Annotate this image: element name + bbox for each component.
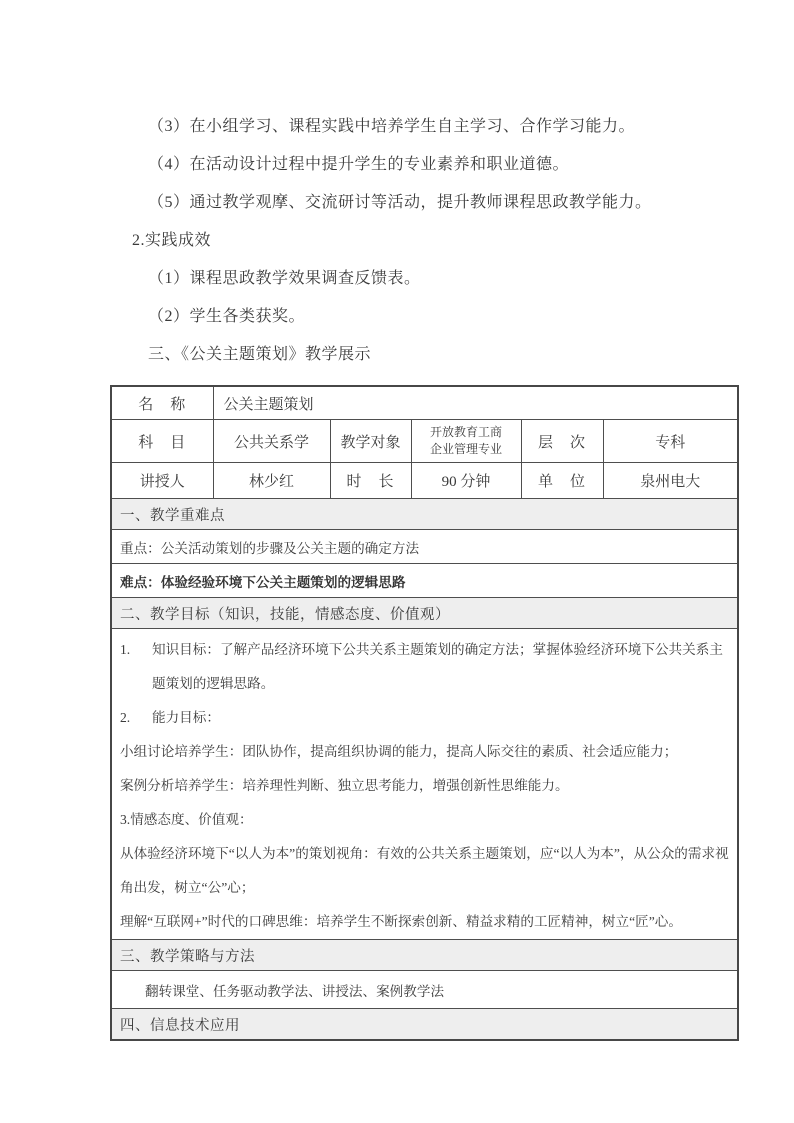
table-row [111,386,738,420]
section-three-heading: 三、《公关主题策划》教学展示 [148,346,372,363]
section-header-row [111,598,738,629]
table-row [111,463,738,499]
emotion-detail-1: 从体验经济环境下“以人为本”的策划视角：有效的公共关系主题策划，应“以人为本”，从公众的需求视角出发，树立“公”心； [120,846,729,895]
intro-line-3: （3）在小组学习、课程实践中培养学生自主学习、合作学习能力。 [148,118,636,135]
ability-detail-2: 案例分析培养学生：培养理性判断、独立思考能力，增强创新性思维能力。 [120,778,569,793]
intro-line-5: （5）通过教学观摩、交流研讨等活动，提升教师课程思政教学能力。 [148,194,652,211]
objectives-cell [111,629,738,940]
teaching-methods-text: 翻转课堂、任务驱动教学法、讲授法、案例教学法 [111,971,738,1009]
difficult-point-text: 难点：体验经验环境下公关主题策划的逻辑思路 [111,564,738,598]
table-row [111,629,738,940]
knowledge-objective-text: 知识目标：了解产品经济环境下公共关系主题策划的确定方法；掌握体验经济环境下公共关系主题策划的逻辑思路。 [152,642,723,691]
ability-objective-text: 能力目标： [152,710,220,725]
teaching-display-table [110,385,737,1041]
section2-title: 二、教学目标（知识，技能，情感态度、价值观） [111,598,738,629]
table-row [111,530,738,564]
result-line-1: （1）课程思政教学效果调查反馈表。 [148,270,421,287]
unit-label: 单 位 [521,463,603,499]
table-row [111,971,738,1009]
duration-value: 90 分钟 [411,463,521,499]
intro-section [110,108,737,374]
ability-detail-1: 小组讨论培养学生：团队协作，提高组织协调的能力，提高人际交往的素质、社会适应能力； [120,744,678,759]
level-label: 层 次 [521,420,603,463]
knowledge-objective [120,633,729,701]
subject-label: 科 目 [111,420,213,463]
table-row [111,420,738,463]
practice-results-heading: 2.实践成效 [132,232,212,249]
intro-line-4: （4）在活动设计过程中提升学生的专业素养和职业道德。 [148,156,570,173]
section-header-row [111,940,738,971]
section-header-row [111,1009,738,1041]
unit-value: 泉州电大 [603,463,738,499]
subject-value: 公共关系学 [213,420,330,463]
section4-title: 四、信息技术应用 [111,1009,738,1041]
name-value: 公关主题策划 [213,386,738,420]
audience-label: 教学对象 [330,420,411,463]
level-value: 专科 [603,420,738,463]
lecturer-value: 林少红 [213,463,330,499]
list-number: 1. [120,642,131,657]
name-label: 名 称 [111,386,213,420]
section-header-row [111,499,738,530]
lecturer-label: 讲授人 [111,463,213,499]
table-row [111,564,738,598]
duration-label: 时 长 [330,463,411,499]
emotion-detail-2: 理解“互联网+”时代的口碑思维：培养学生不断探索创新、精益求精的工匠精神，树立“匠”心。 [120,914,682,929]
section3-title: 三、教学策略与方法 [111,940,738,971]
key-point-text: 重点：公关活动策划的步骤及公关主题的确定方法 [111,530,738,564]
ability-objective [120,701,729,735]
emotion-objective-heading: 3.情感态度、价值观： [120,812,253,827]
lesson-info-table [110,385,739,1041]
result-line-2: （2）学生各类获奖。 [148,308,306,325]
list-number: 2. [120,710,131,725]
audience-value: 开放教育工商企业管理专业 [411,420,521,463]
section1-title: 一、教学重难点 [111,499,738,530]
